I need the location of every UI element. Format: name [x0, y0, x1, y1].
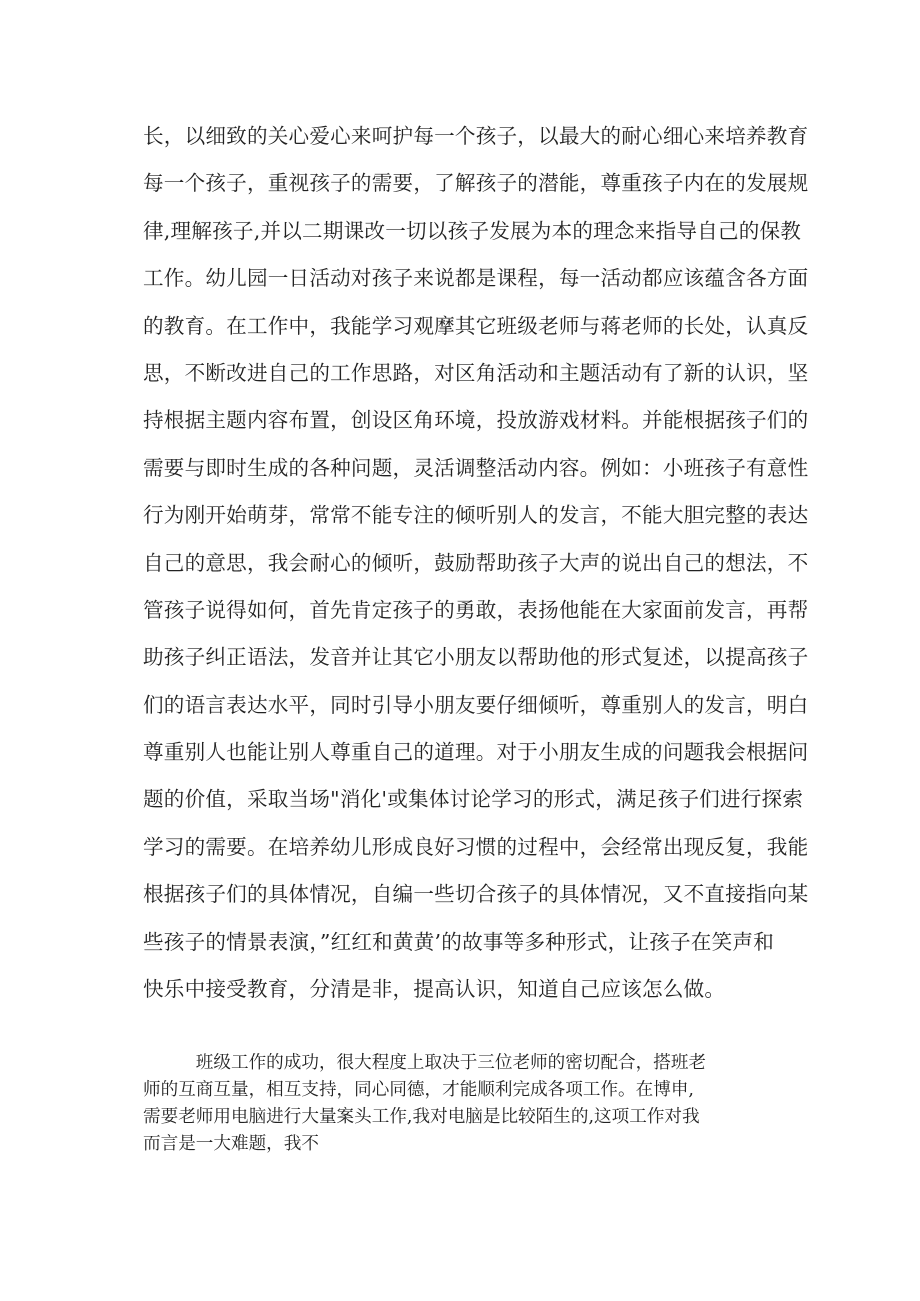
text-line: 自己的意思，我会耐心的倾听，鼓励帮助孩子大声的说出自己的想法，不	[143, 550, 809, 575]
text-line: 管孩子说得如何，首先肯定孩子的勇敢，表扬他能在大家面前发言，再帮	[143, 597, 809, 622]
text-line: 工作。幼儿园一日活动对孩子来说都是课程，每一活动都应该蕴含各方面	[143, 266, 809, 291]
text-line: 师的互商互量，相互支持，同心同德，才能顺利完成各项工作。在博申,	[143, 1080, 695, 1100]
text-line: 助孩子纠正语法，发音并让其它小朋友以帮助他的形式复述，以提高孩子	[143, 645, 809, 670]
text-line: 些孩子的情景表演，”红红和黄黄’的故事等多种形式，让孩子在笑声和	[143, 929, 774, 954]
text-line: 需要与即时生成的各种问题，灵活调整活动内容。例如：小班孩子有意性	[143, 455, 809, 480]
text-line: 律,理解孩子,并以二期课改一切以孩子发展为本的理念来指导自己的保教	[143, 218, 802, 243]
text-line: 长，以细致的关心爱心来呵护每一个孩子，以最大的耐心细心来培养教育	[143, 124, 809, 148]
text-line: 行为刚开始萌芽，常常不能专注的倾听别人的发言，不能大胆完整的表达	[143, 503, 809, 528]
text-line: 思，不断改进自己的工作思路，对区角活动和主题活动有了新的认识，坚	[143, 360, 809, 385]
text-line: 需要老师用电脑进行大量案头工作,我对电脑是比较陌生的,这项工作对我	[143, 1107, 700, 1127]
text-line: 持根据主题内容布置，创设区角环境，投放游戏材料。并能根据孩子们的	[143, 408, 809, 433]
text-line: 们的语言表达水平，同时引导小朋友要仔细倾听，尊重别人的发言，明白	[143, 692, 809, 717]
body-paragraph-1	[143, 113, 809, 1013]
text-line: 根据孩子们的具体情况，自编一些切合孩子的具体情况，又不直接指向某	[143, 882, 809, 907]
text-line: 快乐中接受教育，分清是非，提高认识，知道自己应该怎么做。	[143, 977, 726, 1002]
text-line: 题的价值，采取当场"消化'或集体讨论学习的形式，满足孩子们进行探索	[143, 787, 804, 812]
text-line: 班级工作的成功，很大程度上取决于三位老师的密切配合，搭班老	[143, 1053, 707, 1073]
text-line: 每一个孩子，重视孩子的需要，了解孩子的潜能，尊重孩子内在的发展规	[143, 171, 809, 196]
body-paragraph-2	[143, 1050, 793, 1158]
text-line: 尊重别人也能让别人尊重自己的道理。对于小朋友生成的问题我会根据问	[143, 740, 809, 765]
text-line: 而言是一大难题，我不	[143, 1134, 319, 1154]
text-line: 学习的需要。在培养幼儿形成良好习惯的过程中，会经常出现反复，我能	[143, 834, 809, 859]
text-line: 的教育。在工作中，我能学习观摩其它班级老师与蒋老师的长处，认真反	[143, 313, 809, 338]
